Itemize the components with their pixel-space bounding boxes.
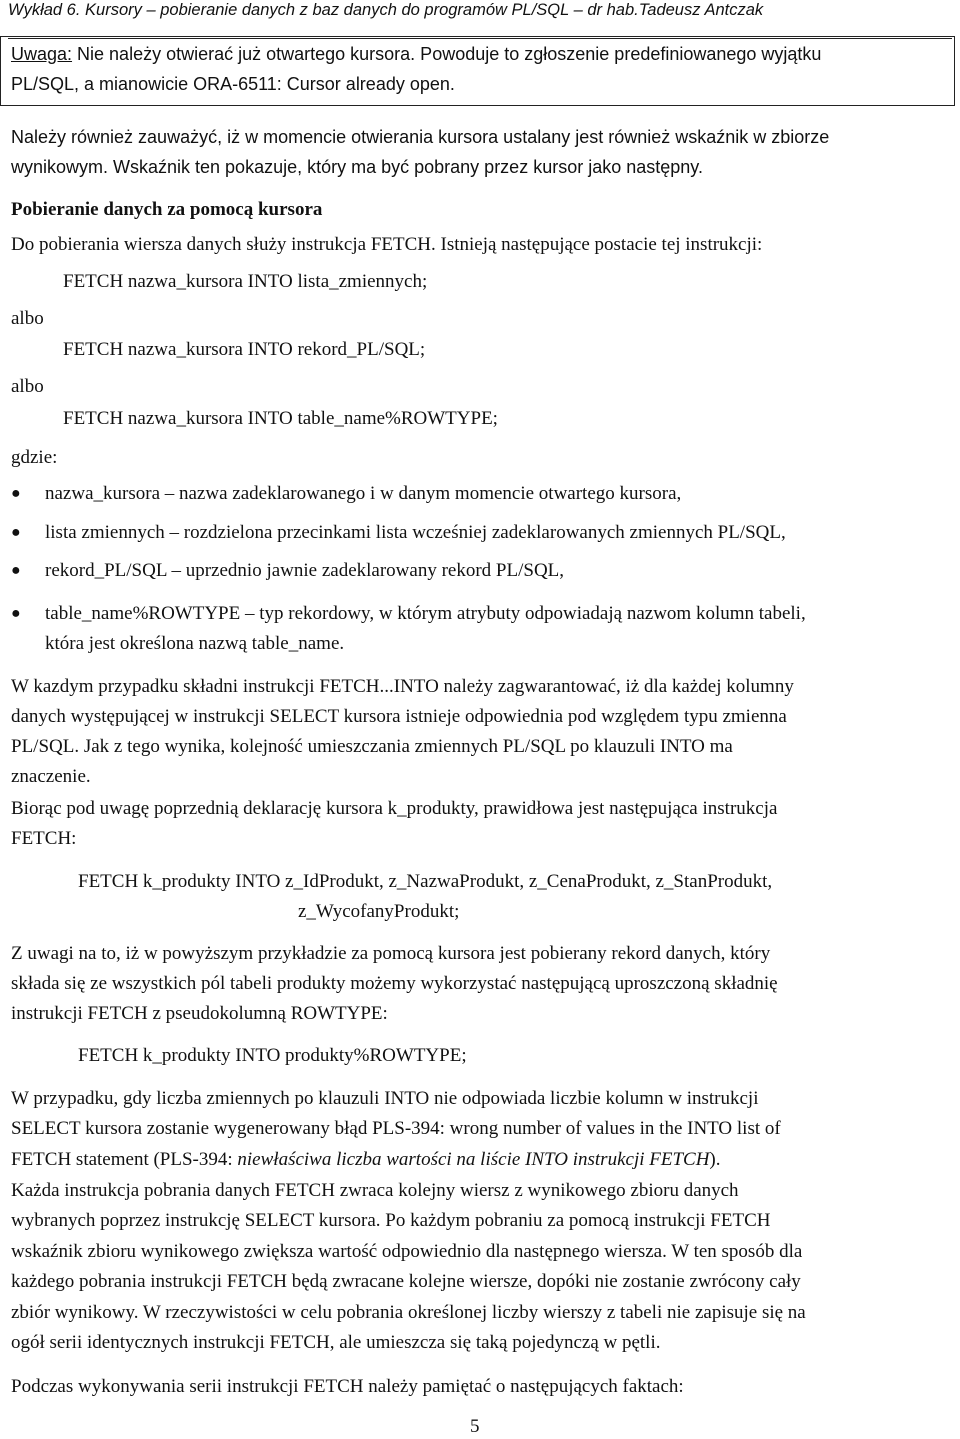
p6-line-5: zbiór wynikowy. W rzeczywistości w celu pobrania określonej liczby wierszy z tabeli nie zapisuje się na	[11, 1302, 806, 1323]
p7-line: Podczas wykonywania serii instrukcji FETCH należy pamiętać o następujących faktach:	[11, 1376, 684, 1397]
or-2: albo	[11, 376, 44, 397]
intro-text: Do pobierania wiersza danych służy instrukcja FETCH. Istnieją następujące postacie tej instrukcji:	[11, 234, 763, 255]
p2-line-4: znaczenie.	[11, 766, 91, 787]
p4-line-1: Z uwagi na to, iż w powyższym przykładzie za pomocą kursora jest pobierany rekord danych, który	[11, 943, 771, 964]
fetch-form-3: FETCH nazwa_kursora INTO table_name%ROWTYPE;	[63, 408, 498, 429]
p2-line-1: W kazdym przypadku składni instrukcji FETCH...INTO należy zagwarantować, iż dla każdej kolumny	[11, 676, 794, 697]
p6-line-3: wskaźnik zbioru wynikowego zwiększa wartość odpowiednio dla następnego wiersza. W ten sposób dla	[11, 1241, 803, 1262]
note-line-2: PL/SQL, a mianowicie ORA-6511: Cursor already open.	[11, 74, 455, 94]
p1-line-2: wynikowym. Wskaźnik ten pokazuje, który ma być pobrany przez kursor jako następny.	[11, 157, 703, 177]
p6-line-6: ogół serii identycznych instrukcji FETCH, ale umieszcza się taką pojedynczą w pętli.	[11, 1332, 661, 1353]
page-header	[8, 0, 952, 39]
code1-line-1: FETCH k_produkty INTO z_IdProdukt, z_NazwaProdukt, z_CenaProdukt, z_StanProdukt,	[78, 871, 773, 892]
p3-line-2: FETCH:	[11, 828, 77, 849]
p6-line-2: wybranych poprzez instrukcję SELECT kursora. Po każdym pobraniu za pomocą instrukcji FETCH	[11, 1210, 771, 1231]
bullet-dot-3: ●	[11, 562, 21, 579]
p6-line-1: Każda instrukcja pobrania danych FETCH zwraca kolejny wiersz z wynikowego zbioru danych	[11, 1180, 739, 1201]
bullet-3: rekord_PL/SQL – uprzednio jawnie zadeklarowany rekord PL/SQL,	[45, 560, 565, 581]
p2-line-3: PL/SQL. Jak z tego wynika, kolejność umieszczania zmiennych PL/SQL po klauzuli INTO ma	[11, 736, 733, 757]
p5-l3-start: FETCH statement (PLS-394:	[11, 1149, 238, 1170]
bullet-4b: która jest określona nazwą table_name.	[45, 633, 345, 654]
p5-line-3	[11, 1148, 721, 1172]
page-number: 5	[470, 1416, 480, 1437]
where-label: gdzie:	[11, 447, 58, 468]
fetch-form-2: FETCH nazwa_kursora INTO rekord_PL/SQL;	[63, 339, 426, 360]
p5-l3-end: ).	[709, 1149, 721, 1170]
code1-line-2: z_WycofanyProdukt;	[298, 901, 460, 922]
p3-line-1: Biorąc pod uwagę poprzednią deklarację kursora k_produkty, prawidłowa jest następująca instrukcja	[11, 798, 778, 819]
note-text-1: Nie należy otwierać już otwartego kursora. Powoduje to zgłoszenie predefiniowanego wyjątku	[72, 44, 822, 64]
or-1: albo	[11, 308, 44, 329]
note-line-1	[11, 42, 821, 66]
p5-l3-italic: niewłaściwa liczba wartości na liście INTO instrukcji FETCH	[237, 1149, 710, 1170]
p1-line-1: Należy również zauważyć, iż w momencie otwierania kursora ustalany jest również wskaźnik w zbiorze	[11, 127, 830, 147]
bullet-2: lista zmiennych – rozdzielona przecinkami lista wcześniej zadeklarowanych zmiennych PL/SQL,	[45, 522, 786, 543]
p4-line-2: składa się ze wszystkich pól tabeli produkty możemy wykorzystać następującą uproszczoną składnię	[11, 973, 778, 994]
bullet-4a: table_name%ROWTYPE – typ rekordowy, w którym atrybuty odpowiadają nazwom kolumn tabeli,	[45, 603, 806, 624]
bullet-dot-4: ●	[11, 605, 21, 622]
p4-line-3: instrukcji FETCH z pseudokolumną ROWTYPE:	[11, 1003, 388, 1024]
bullet-1: nazwa_kursora – nazwa zadeklarowanego i w danym momencie otwartego kursora,	[45, 483, 682, 504]
note-label: Uwaga:	[11, 44, 73, 64]
p6-line-4: każdego pobrania instrukcji FETCH będą zwracane kolejne wiersze, dopóki nie zostanie zwrócony cały	[11, 1271, 801, 1292]
p5-line-1: W przypadku, gdy liczba zmiennych po klauzuli INTO nie odpowiada liczbie kolumn w instrukcji	[11, 1088, 759, 1109]
bullet-dot-1: ●	[11, 485, 21, 502]
section-heading: Pobieranie danych za pomocą kursora	[11, 199, 323, 220]
p5-line-2: SELECT kursora zostanie wygenerowany błąd PLS-394: wrong number of values in the INTO list of	[11, 1118, 781, 1139]
bullet-dot-2: ●	[11, 524, 21, 541]
header-title: Wykład 6. Kursory – pobieranie danych z baz danych do programów PL/SQL – dr hab.Tadeusz Antczak	[8, 1, 764, 19]
p2-line-2: danych występującej w instrukcji SELECT kursora istnieje odpowiednia pod względem typu zmienna	[11, 706, 787, 727]
code2-line: FETCH k_produkty INTO produkty%ROWTYPE;	[78, 1045, 467, 1066]
fetch-form-1: FETCH nazwa_kursora INTO lista_zmiennych;	[63, 271, 428, 292]
